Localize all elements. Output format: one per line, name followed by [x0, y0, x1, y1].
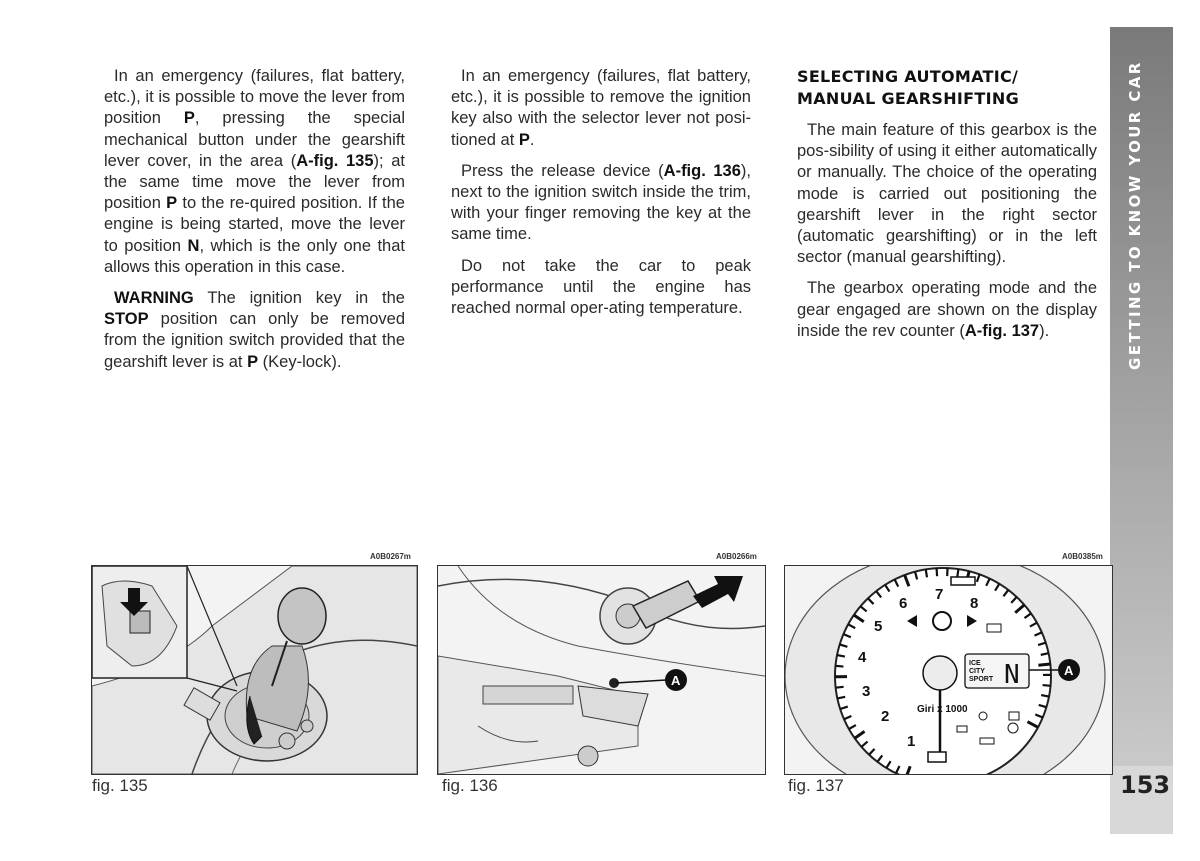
- dial-number: 3: [862, 683, 871, 700]
- dial-tick: [1041, 695, 1049, 697]
- dial-number: 6: [899, 595, 908, 612]
- dial-tick: [1043, 685, 1051, 686]
- paragraph-warning: WARNING The ignition key in the STOP position can only be removed from the ignition switch provided that the gearshift lever is at P (Key-lock).: [104, 289, 405, 371]
- callout-label: A: [1064, 663, 1074, 678]
- paragraph-warmup: Do not take the car to peak performance until the engine has reached normal oper-ating temperature.: [451, 256, 751, 318]
- mode-sport: SPORT: [969, 676, 994, 683]
- dial-number: 8: [970, 595, 979, 612]
- figure-code: A0B0385m: [1062, 552, 1103, 561]
- paragraph-emergency-lever: In an emergency (failures, flat battery, etc.), it is possible to move the lever from position P, pressing the special mechanical button under the gearshift lever cover, in the area (A-fig. 135); at the same time move the lever from position P to the re-quired position. If the engine is being started, move the lever to position N, which is the only one that allows this operation in this case.: [104, 67, 405, 276]
- gear-lever-illustration: [92, 566, 417, 774]
- rev-counter-illustration: [785, 566, 1112, 774]
- dial-number: 4: [858, 649, 867, 666]
- dial-tick: [836, 687, 844, 688]
- paragraph-release-device: Press the release device (A-fig. 136), next to the ignition switch inside the trim, with your finger removing the key at the same time.: [451, 161, 751, 244]
- paragraph-emergency-key: In an emergency (failures, flat battery, etc.), it is possible to remove the ignition key also with the selector lever not posi-tioned at P.: [451, 67, 751, 149]
- dial-tick: [926, 569, 927, 577]
- callout-label: A: [671, 673, 681, 688]
- dial-tick: [837, 655, 845, 657]
- page-number: 153: [1120, 771, 1171, 799]
- figure-gear-lever: [91, 565, 418, 775]
- ignition-illustration: [438, 566, 765, 774]
- dial-tick: [957, 569, 958, 577]
- dial-number: 5: [874, 618, 883, 635]
- text-column-2: [451, 66, 751, 329]
- paragraph-display: The gearbox operating mode and the gear engaged are shown on the display inside the rev counter (A-fig. 137).: [797, 279, 1097, 340]
- text-column-3: [797, 66, 1097, 352]
- dial-tick: [1038, 664, 1050, 665]
- dial-tick: [835, 666, 843, 667]
- page-number-box: [1110, 766, 1173, 834]
- dial-number: 1: [907, 733, 916, 750]
- figure-caption: fig. 137: [788, 776, 844, 795]
- unit-label: Giri x 1000: [917, 704, 968, 715]
- figure-code: A0B0266m: [716, 552, 757, 561]
- mode-city: CITY: [969, 668, 985, 675]
- section-heading: SELECTING AUTOMATIC/ MANUAL GEARSHIFTING: [797, 67, 1019, 108]
- text-column-1: [104, 66, 405, 383]
- chapter-title: [1126, 310, 1146, 370]
- figure-caption: fig. 135: [92, 776, 148, 795]
- figure-ignition-key: [437, 565, 766, 775]
- dial-number: 7: [935, 586, 944, 603]
- paragraph-gearbox-feature: The main feature of this gearbox is the pos-sibility of using it either automatically or manually. The choice of the operating mode is carried out positioning the gearshift lever in the right sector (automatic gearshifting) or in the left sector (manual gearshifting).: [797, 121, 1097, 267]
- figure-code: A0B0267m: [370, 552, 411, 561]
- mode-ice: ICE: [969, 660, 981, 667]
- gear-letter: N: [1004, 660, 1020, 690]
- figure-rev-counter: [784, 565, 1113, 775]
- dial-number: 2: [881, 708, 890, 725]
- figure-caption: fig. 136: [442, 776, 498, 795]
